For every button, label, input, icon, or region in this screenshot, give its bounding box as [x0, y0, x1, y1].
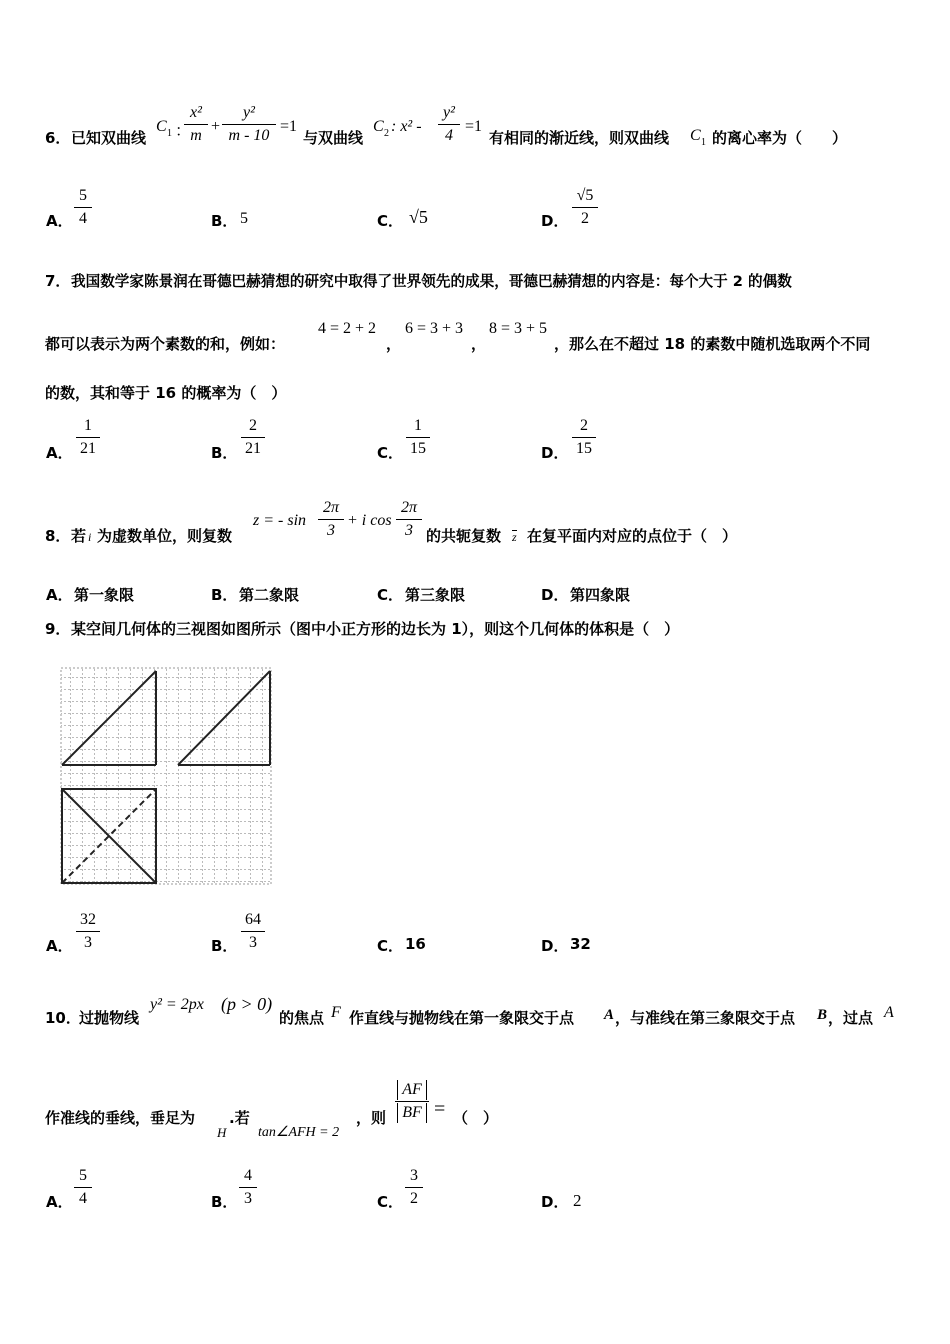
- q6-frac3: [438, 103, 460, 146]
- q10-cond: (p > 0): [221, 994, 273, 1014]
- q6-stem-a: 已知双曲线: [71, 129, 147, 147]
- q6-eq2: =1: [465, 118, 483, 135]
- q6-frac1-num: x²: [190, 104, 202, 121]
- q10-b1: B: [817, 1007, 828, 1023]
- q9-option-d-label: D．: [541, 937, 569, 955]
- q8-number: 8．: [45, 527, 71, 545]
- q9-option-c-value: 16: [405, 935, 426, 953]
- q8-frac2-den: 3: [405, 522, 413, 539]
- q8-stem-b: 为虚数单位，则复数: [97, 527, 233, 545]
- q7-option-d-den: 15: [576, 440, 592, 457]
- q10-stem-a: 过抛物线: [79, 1009, 140, 1027]
- q10-a1: A: [604, 1007, 615, 1023]
- q7-option-c-num: 1: [414, 417, 422, 434]
- q9-option-a-num: 32: [80, 911, 96, 928]
- q6-eq1: =1: [280, 118, 298, 135]
- q6-c2-label: C: [373, 118, 384, 135]
- q7-comma-2: ，: [471, 335, 487, 353]
- q8-expr-a: z = - sin: [253, 512, 307, 529]
- q10-option-a-label: A．: [46, 1193, 73, 1211]
- q7-line3: 的数，其和等于 16 的概率为（ ）: [45, 384, 287, 402]
- q8-stem-a: 若: [71, 527, 87, 545]
- q8-option-d-label: D．: [541, 586, 569, 604]
- q7-option-a-num: 1: [84, 417, 92, 434]
- q6-frac3-num: y²: [443, 104, 455, 121]
- q6-option-a-label: A．: [46, 212, 73, 230]
- q9-option-a-label: A．: [46, 937, 73, 955]
- q8-frac1-den: 3: [327, 522, 335, 539]
- q6-option-a-num: 5: [79, 187, 87, 204]
- q7-example-2: 6 = 3 + 3: [405, 320, 464, 337]
- q7-option-b-label: B．: [211, 444, 238, 462]
- q10-ratio-den: BF: [397, 1103, 427, 1123]
- q10-option-c-label: C．: [377, 1193, 404, 1211]
- q7-option-d-frac: [572, 416, 596, 459]
- q7-line2b: ，那么在不超过 18 的素数中随机选取两个不同: [554, 335, 871, 353]
- q8-option-d-value: 第四象限: [570, 586, 631, 604]
- q10-option-b-label: B．: [211, 1193, 238, 1211]
- q8-stem-d: 在复平面内对应的点位于（ ）: [527, 527, 738, 545]
- q7-option-c-den: 15: [410, 440, 426, 457]
- q7-option-a-label: A．: [46, 444, 73, 462]
- q9-option-b-den: 3: [249, 934, 257, 951]
- q6-c1-sub: 1: [167, 128, 172, 139]
- q6-stem-b: 与双曲线: [303, 129, 364, 147]
- q6-frac1: [184, 103, 208, 146]
- q10-option-c-den: 2: [410, 1190, 418, 1207]
- q6-option-a-den: 4: [79, 210, 87, 227]
- q6-option-d-label: D．: [541, 212, 569, 230]
- q6-c2-expr: : x² -: [391, 118, 422, 135]
- q10-ratio: [395, 1080, 429, 1123]
- q8-frac-2: [396, 498, 422, 541]
- q10-line2a: 作准线的垂线，垂足为: [45, 1109, 196, 1127]
- q10-option-a-num: 5: [79, 1167, 87, 1184]
- q8-frac-1: [318, 498, 344, 541]
- q7-option-a-frac: [76, 416, 100, 459]
- q10-number: 10．: [45, 1009, 81, 1027]
- q10-option-b-frac: [239, 1166, 257, 1209]
- q8-i-symbol: i: [88, 530, 92, 544]
- q10-line2c: ，则: [356, 1109, 387, 1127]
- q6-stem-c: 有相同的渐近线，则双曲线: [489, 129, 670, 147]
- q10-stem-b: 的焦点: [279, 1009, 325, 1027]
- q8-option-a-value: 第一象限: [74, 586, 135, 604]
- q10-tan-expr: tan∠AFH = 2: [258, 1125, 340, 1140]
- q10-option-c-num: 3: [410, 1167, 418, 1184]
- q10-option-c-frac: [405, 1166, 423, 1209]
- q8-option-b-label: B．: [211, 586, 238, 604]
- q8-option-b-value: 第二象限: [239, 586, 300, 604]
- q7-number: 7．: [45, 272, 71, 290]
- q8-expr-b: + i cos: [347, 512, 392, 529]
- q6-frac1-den: m: [190, 127, 202, 144]
- q6-c1b-sub: 1: [701, 137, 706, 148]
- q7-option-d-num: 2: [580, 417, 588, 434]
- q6-number: 6．: [45, 129, 71, 147]
- q10-line2b: .若: [229, 1109, 250, 1127]
- q9-option-b-num: 64: [245, 911, 261, 928]
- q9-option-a-frac: [76, 910, 100, 953]
- q7-option-a-den: 21: [80, 440, 96, 457]
- q7-comma-1: ，: [386, 335, 402, 353]
- q6-c1b-label: C: [690, 127, 701, 144]
- q8-frac1-num: 2π: [322, 499, 339, 516]
- q6-option-d-frac: [572, 186, 598, 229]
- q10-option-d-label: D．: [541, 1193, 569, 1211]
- q6-plus: +: [211, 118, 221, 135]
- q7-example-1: 4 = 2 + 2: [318, 320, 377, 337]
- q7-option-b-den: 21: [245, 440, 261, 457]
- q7-option-c-label: C．: [377, 444, 404, 462]
- q6-frac2-den: m - 10: [228, 127, 270, 144]
- q6-option-b-value: 5: [240, 210, 248, 227]
- q6-frac3-den: 4: [445, 127, 453, 144]
- q6-c1-label: C: [156, 118, 167, 135]
- q10-expr: y² = 2px: [150, 996, 204, 1013]
- q6-frac2-num: y²: [243, 104, 255, 121]
- q6-stem-d: 的离心率为（ ）: [712, 129, 848, 147]
- q9-option-a-den: 3: [84, 934, 92, 951]
- q10-line2d: （ ）: [453, 1109, 499, 1127]
- q7-option-c-frac: [406, 416, 430, 459]
- q10-stem-d: ，与准线在第三象限交于点: [615, 1009, 796, 1027]
- q9-option-b-frac: [241, 910, 265, 953]
- q6-option-b-label: B．: [211, 212, 238, 230]
- q10-option-b-num: 4: [244, 1167, 252, 1184]
- q6-option-c-label: C．: [377, 212, 404, 230]
- q6-option-a-frac: [74, 186, 92, 229]
- q8-frac2-num: 2π: [400, 499, 417, 516]
- q9-option-b-label: B．: [211, 937, 238, 955]
- q7-line2a: 都可以表示为两个素数的和，例如：: [45, 335, 286, 353]
- q10-ratio-num: AF: [397, 1080, 427, 1100]
- q6-option-d-num: √5: [576, 187, 594, 204]
- q6-colon: ：: [175, 123, 192, 140]
- q6-option-d-den: 2: [581, 210, 589, 227]
- q9-stem: 某空间几何体的三视图如图所示（图中小正方形的边长为 1），则这个几何体的体积是（ ）: [71, 620, 680, 638]
- q7-option-d-label: D．: [541, 444, 569, 462]
- q10-option-a-den: 4: [79, 1190, 87, 1207]
- q10-equals: =: [434, 1098, 446, 1120]
- q10-f: F: [331, 1004, 341, 1021]
- q8-option-a-label: A．: [46, 586, 73, 604]
- q8-stem-c: 的共轭复数: [426, 527, 502, 545]
- q8-zbar: z: [512, 530, 517, 544]
- q7-example-3: 8 = 3 + 5: [489, 320, 548, 337]
- q10-option-d-value: 2: [573, 1191, 582, 1210]
- q10-h: H: [217, 1125, 227, 1140]
- q9-option-d-value: 32: [570, 935, 591, 953]
- q9-option-c-label: C．: [377, 937, 404, 955]
- q7-option-b-frac: [241, 416, 265, 459]
- q10-option-b-den: 3: [244, 1190, 252, 1207]
- q6-option-c-value: √5: [409, 207, 428, 227]
- q7-line1: 我国数学家陈景润在哥德巴赫猜想的研究中取得了世界领先的成果，哥德巴赫猜想的内容是：每个大于 2 的偶数: [71, 273, 792, 290]
- q10-a2: A: [884, 1004, 894, 1021]
- q8-option-c-value: 第三象限: [405, 586, 466, 604]
- q10-option-a-frac: [74, 1166, 92, 1209]
- q7-option-b-num: 2: [249, 417, 257, 434]
- q6-c2-sub: 2: [384, 128, 389, 139]
- three-view-figure: [58, 665, 274, 887]
- q8-option-c-label: C．: [377, 586, 404, 604]
- q6-frac2: [222, 103, 276, 146]
- q10-stem-c: 作直线与抛物线在第一象限交于点: [349, 1009, 575, 1027]
- q10-stem-e: ，过点: [828, 1009, 874, 1027]
- q9-number: 9．: [45, 620, 71, 638]
